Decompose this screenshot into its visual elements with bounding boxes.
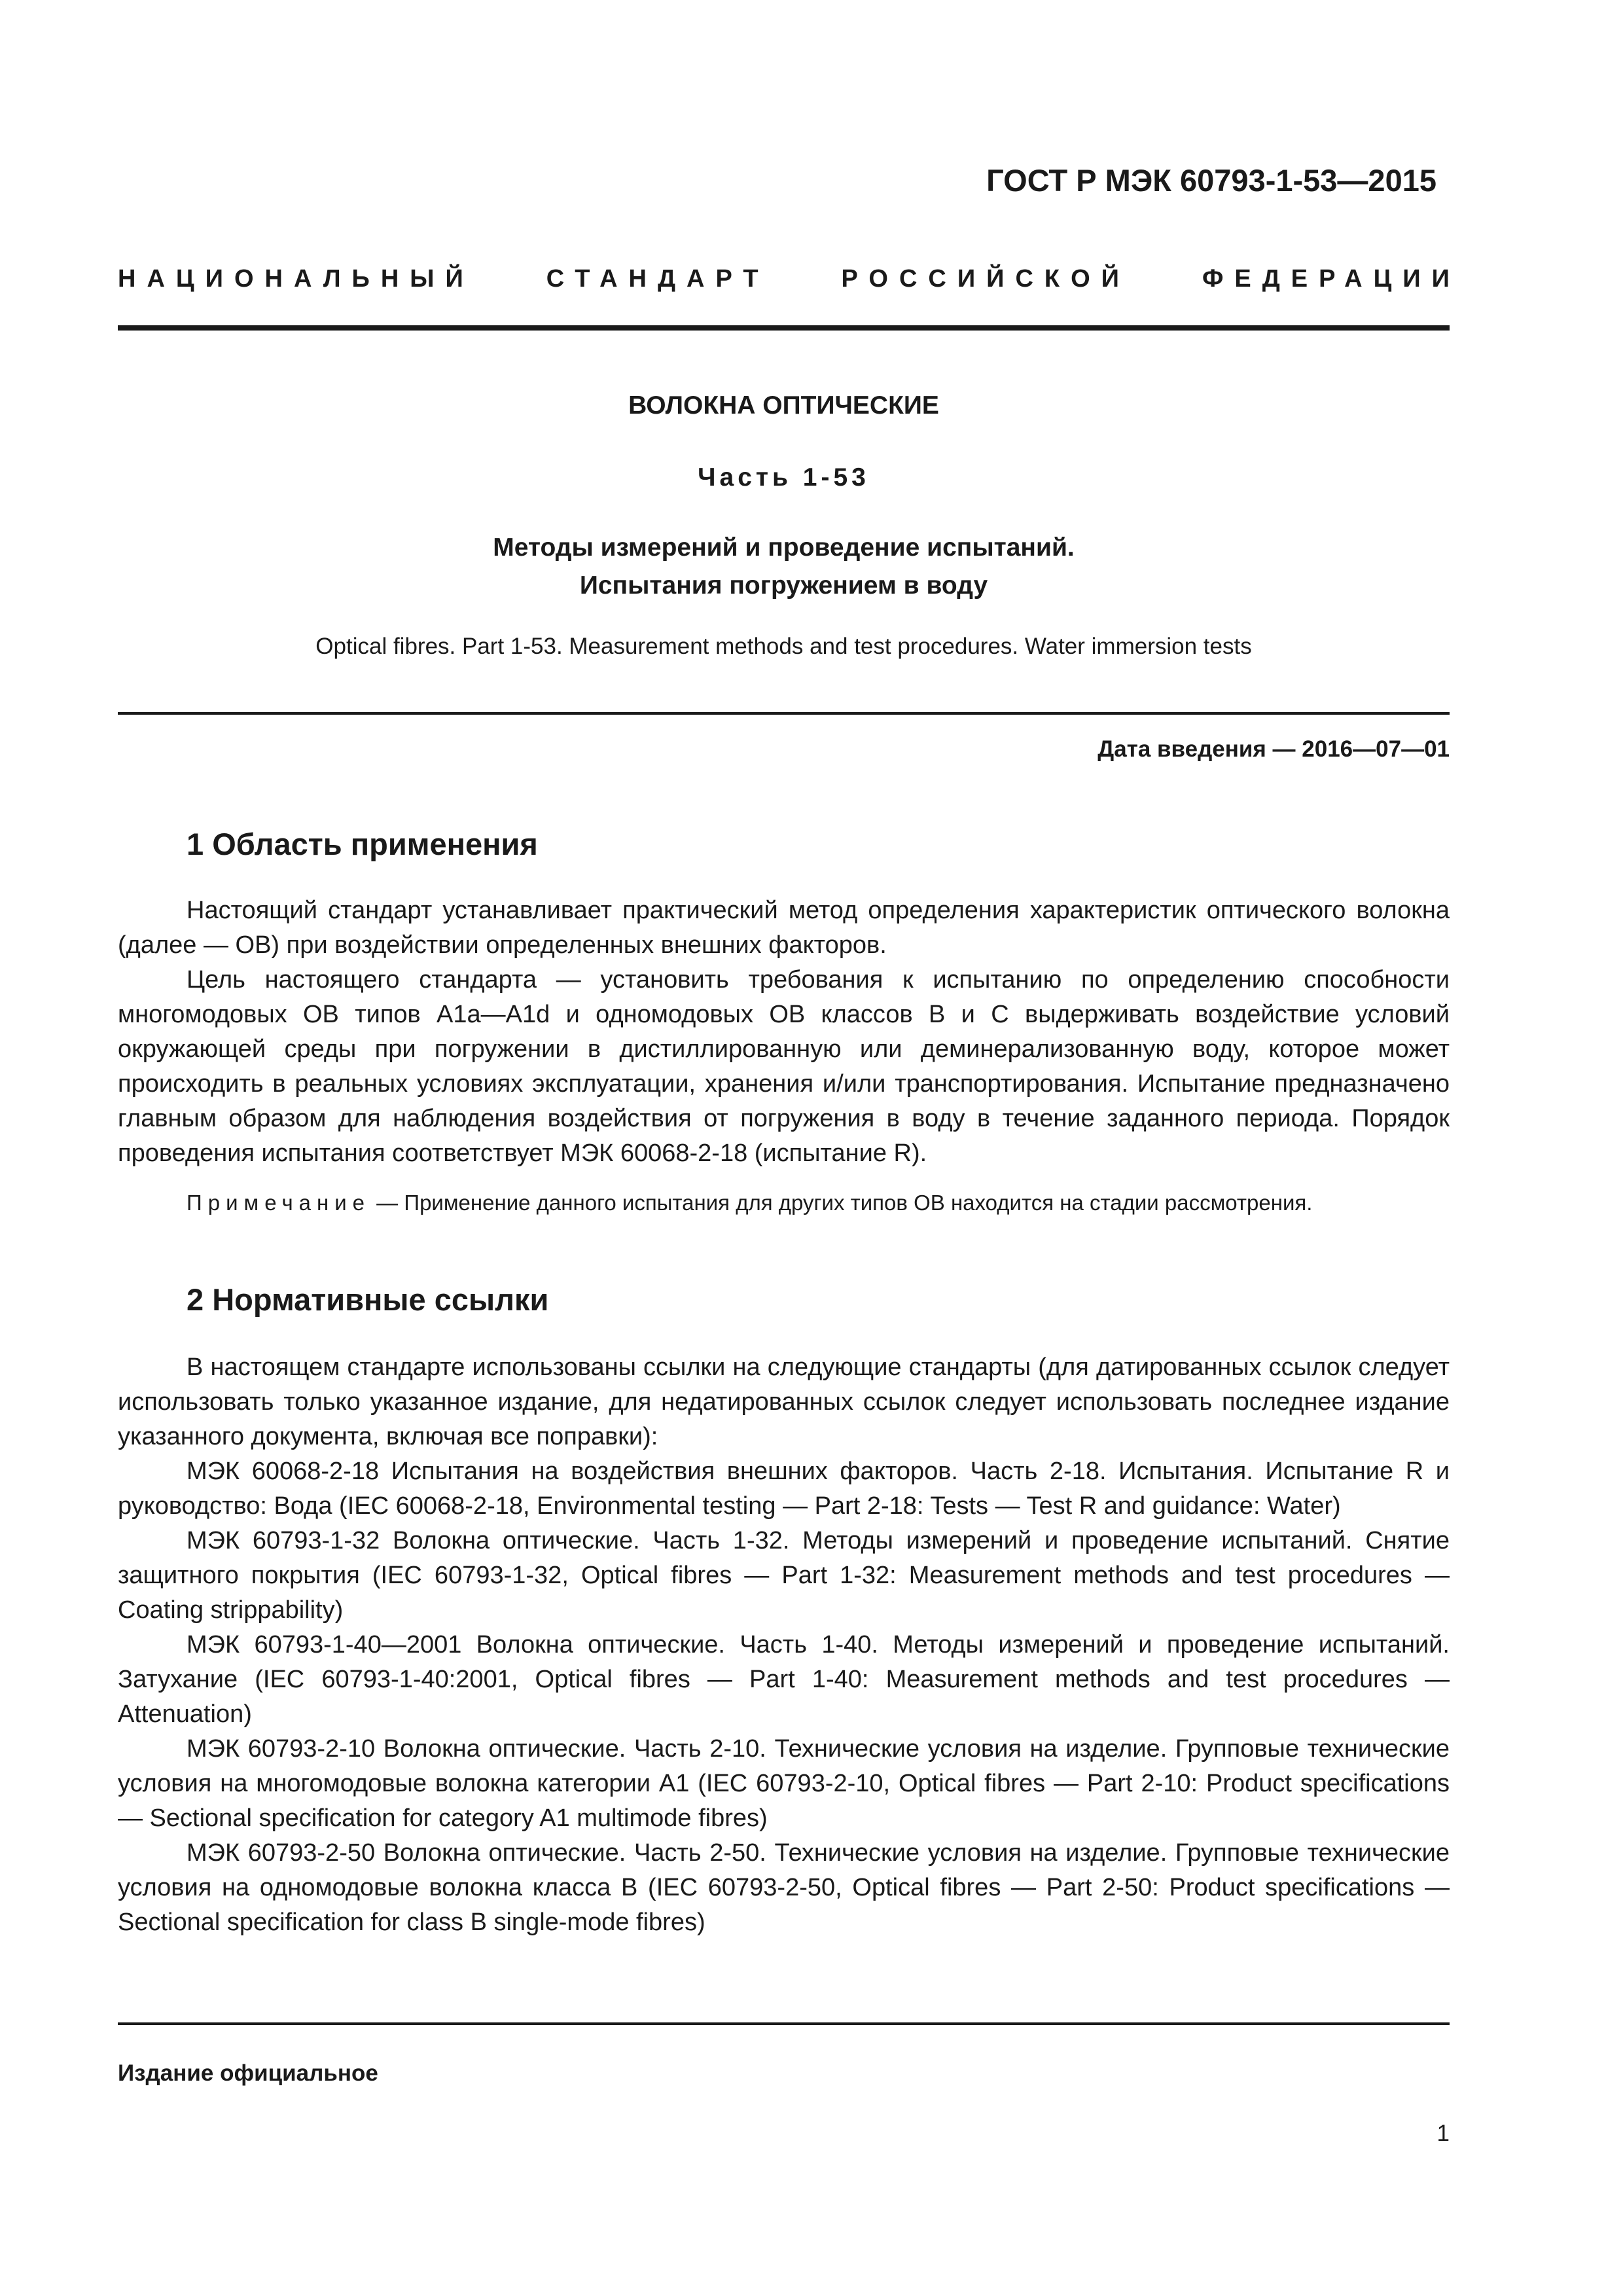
banner-word: ФЕДЕРАЦИИ [1202, 265, 1461, 293]
doc-code: ГОСТ Р МЭК 60793-1-53—2015 [986, 163, 1436, 198]
paragraph: Настоящий стандарт устанавливает практический метод определения характеристик оптического волокна (далее — ОВ) при воздействии определенных внешних факторов. [118, 897, 1450, 959]
paragraph: В настоящем стандарте использованы ссылки на следующие стандарты (для датированных ссылок следует использовать только указанное издание, для недатированных ссылок следует использовать последнее издание указанного документа, включая все поправки): [118, 1354, 1450, 1450]
reference-item: МЭК 60793-1-40—2001 Волокна оптические. Часть 1-40. Методы измерений и проведение испытаний. Затухание (IEC 60793-1-40:2001, Optical fibres — Part 1-40: Measurement methods and test procedures — Attenuation) [118, 1631, 1450, 1728]
section-1-body [118, 893, 1450, 1171]
introduction-date: Дата введения — 2016—07—01 [1097, 736, 1450, 762]
reference-item: МЭК 60793-2-50 Волокна оптические. Часть 2-50. Технические условия на изделие. Групповые технические условия на одномодовые волокна класса В (IEC 60793-2-50, Optical fibres — Part 2-50: Product specifications — Sectional specification for class B single-mode fibres) [118, 1839, 1450, 1936]
page-number: 1 [1436, 2121, 1450, 2146]
banner-word: НАЦИОНАЛЬНЫЙ [118, 265, 474, 293]
title-divider [118, 712, 1450, 715]
note-label: Примечание [187, 1191, 371, 1215]
national-standard-banner [118, 265, 1461, 293]
section-2-heading: 2 Нормативные ссылки [187, 1282, 549, 1317]
subtitle-line: Испытания погружением в воду [579, 571, 988, 600]
reference-item: МЭК 60793-1-32 Волокна оптические. Часть 1-32. Методы измерений и проведение испытаний. Снятие защитного покрытия (IEC 60793-1-32, Optical fibres — Part 1-32: Measurement methods and test procedures — Coating strippability) [118, 1527, 1450, 1624]
paragraph: Цель настоящего стандарта — установить требования к испытанию по определению способности многомодовых ОВ типов A1a—A1d и одномодовых ОВ классов В и С выдерживать воздействие условий окружающей среды при погружении в дистиллированную или деминерализованную воду, которое может происходить в реальных условиях эксплуатации, хранения и/или транспортирования. Испытание предназначено главным образом для наблюдения воздействия от погружения в воду в течение заданного периода. Порядок проведения испытания соответствует МЭК 60068-2-18 (испытание R). [118, 966, 1450, 1167]
title-english: Optical fibres. Part 1-53. Measurement methods and test procedures. Water immersion tests [315, 634, 1252, 659]
header-divider [118, 325, 1450, 331]
reference-item: МЭК 60068-2-18 Испытания на воздействия внешних факторов. Часть 2-18. Испытания. Испытание R и руководство: Вода (IEC 60068-2-18, Environmental testing — Part 2-18: Tests — Test R and guidance: Water) [118, 1458, 1450, 1520]
footer-divider [118, 2022, 1450, 2025]
reference-item: МЭК 60793-2-10 Волокна оптические. Часть 2-10. Технические условия на изделие. Групповые технические условия на многомодовые волокна категории А1 (IEC 60793-2-10, Optical fibres — Part 2-10: Product specifications — Sectional specification for category A1 multimode fibres) [118, 1735, 1450, 1832]
title-main: ВОЛОКНА ОПТИЧЕСКИЕ [628, 391, 939, 420]
title-part: Часть 1-53 [698, 463, 870, 492]
section-1-heading: 1 Область применения [187, 827, 538, 861]
subtitle-line: Методы измерений и проведение испытаний. [493, 533, 1075, 562]
edition-label: Издание официальное [118, 2060, 378, 2086]
note-text: — Применение данного испытания для других типов ОВ находится на стадии рассмотрения. [370, 1191, 1313, 1215]
banner-word: СТАНДАРТ [546, 265, 770, 293]
title-subtitle [118, 529, 1450, 605]
note [118, 1187, 1450, 1219]
section-2-body [118, 1350, 1450, 1940]
banner-word: РОССИЙСКОЙ [841, 265, 1130, 293]
